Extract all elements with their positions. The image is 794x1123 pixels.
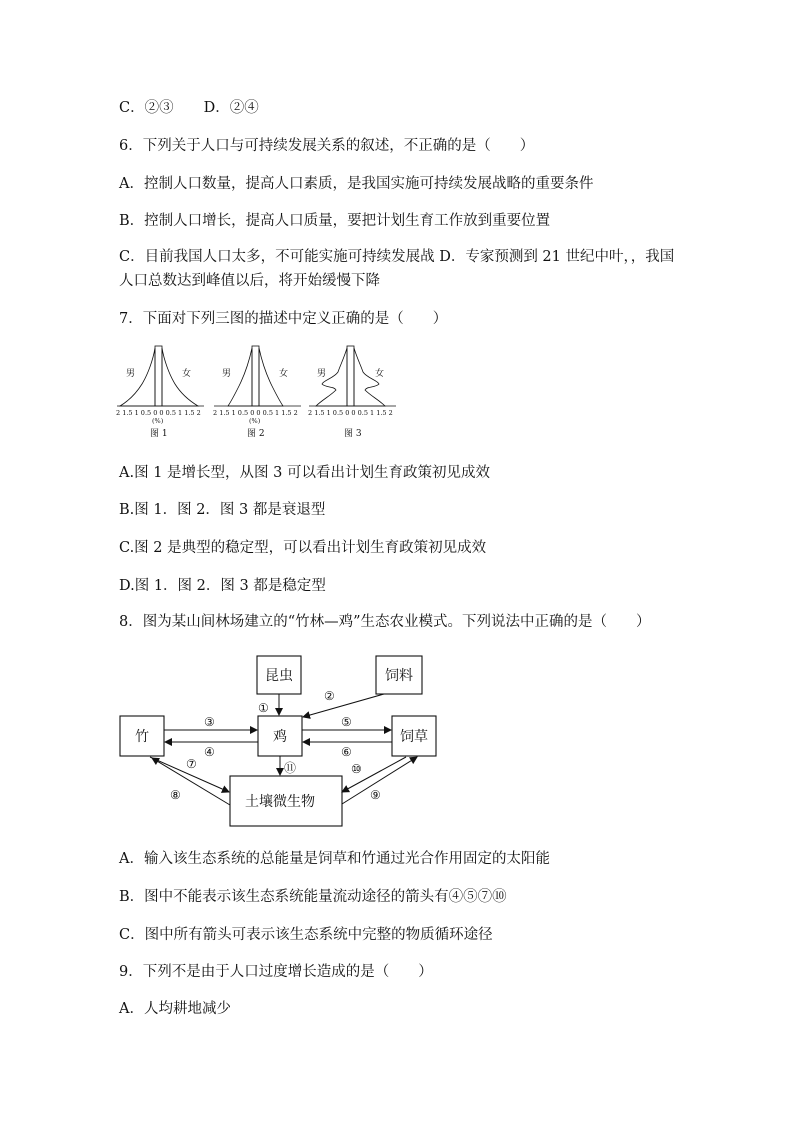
q5-options [119, 98, 259, 118]
q7-option-c: C.图 2 是典型的稳定型，可以看出计划生育政策初见成效 [119, 540, 487, 556]
arrow-label-11: ⑪ [284, 761, 297, 775]
label-chicken: 鸡 [273, 729, 287, 745]
pyramid-3 [308, 346, 396, 439]
q6-option-b: B．控制人口增长，提高人口质量，要把计划生育工作放到重要位置 [119, 213, 551, 229]
q7-option-d: D.图 1．图 2．图 3 都是稳定型 [119, 578, 326, 594]
arrow-label-5: ⑤ [341, 715, 352, 729]
arrow-label-2: ② [324, 689, 335, 703]
pyramid-2-male: 男 [222, 369, 232, 379]
pyramid-1 [116, 346, 204, 439]
arrow-label-9: ⑨ [370, 788, 381, 802]
q6-option-c-line2: 人口总数达到峰值以后，将开始缓慢下降 [119, 273, 380, 289]
arrow-label-1: ① [258, 701, 269, 715]
ecosystem-diagram [112, 644, 452, 834]
q7-option-a: A.图 1 是增长型，从图 3 可以看出计划生育政策初见成效 [119, 465, 490, 481]
label-bamboo: 竹 [135, 729, 149, 745]
arrow-label-4: ④ [204, 745, 215, 759]
arrow-label-7: ⑦ [186, 757, 197, 771]
pyramid-2-female: 女 [279, 369, 289, 379]
q7-stem: 7．下面对下列三图的描述中定义正确的是（ ） [119, 311, 448, 327]
q8-option-b: B．图中不能表示该生态系统能量流动途径的箭头有④⑤⑦⑩ [119, 889, 507, 905]
pyramid-3-caption: 图 3 [344, 429, 362, 439]
pyramid-1-ticks: 2 1.5 1 0.5 0 0 0.5 1 1.5 2 [116, 409, 201, 417]
arrow-2 [303, 694, 384, 717]
q8-stem: 8．图为某山间林场建立的“竹林—鸡”生态农业模式。下列说法中正确的是（ ） [119, 614, 651, 630]
q6-stem: 6．下列关于人口与可持续发展关系的叙述，不正确的是（ ） [119, 138, 535, 154]
arrow-label-3: ③ [204, 715, 215, 729]
q9-stem: 9．下列不是由于人口过度增长造成的是（ ） [119, 964, 433, 980]
population-pyramids-figure [112, 340, 412, 444]
label-soil: 土壤微生物 [245, 794, 315, 810]
pyramid-3-male: 男 [317, 369, 327, 379]
pyramid-1-unit: (%) [152, 417, 164, 425]
q6-option-a: A．控制人口数量，提高人口素质，是我国实施可持续发展战略的重要条件 [119, 176, 594, 192]
pyramid-1-female: 女 [182, 369, 192, 379]
q7-option-b: B.图 1．图 2．图 3 都是衰退型 [119, 502, 326, 518]
q9-option-a: A．人均耕地减少 [119, 1001, 231, 1017]
q8-option-a: A．输入该生态系统的总能量是饲草和竹通过光合作用固定的太阳能 [119, 851, 550, 867]
q8-option-c: C．图中所有箭头可表示该生态系统中完整的物质循环途径 [119, 927, 493, 943]
label-grass: 饲草 [400, 729, 428, 745]
q5-option-d: D．②④ [203, 100, 259, 116]
pyramid-3-female: 女 [375, 369, 385, 379]
pyramid-1-caption: 图 1 [150, 429, 168, 439]
pyramid-1-male: 男 [126, 369, 136, 379]
label-feed: 饲料 [385, 668, 413, 684]
arrow-label-10: ⑩ [351, 762, 362, 776]
pyramid-2-ticks: 2 1.5 1 0.5 0 0 0.5 1 1.5 2 [213, 409, 298, 417]
q6-option-c-line1: C．目前我国人口太多，不可能实施可持续发展战 D．专家预测到 21 世纪中叶，，我国 [119, 249, 675, 265]
pyramid-2 [213, 346, 301, 439]
pyramid-2-unit: (%) [249, 417, 261, 425]
pyramid-2-caption: 图 2 [247, 429, 265, 439]
arrow-label-6: ⑥ [341, 745, 352, 759]
q5-option-c: C．②③ [119, 100, 174, 116]
arrow-label-8: ⑧ [170, 788, 181, 802]
pyramid-3-ticks: 2 1.5 1 0.5 0 0 0.5 1 1.5 2 [308, 409, 393, 417]
label-insect: 昆虫 [265, 668, 293, 684]
